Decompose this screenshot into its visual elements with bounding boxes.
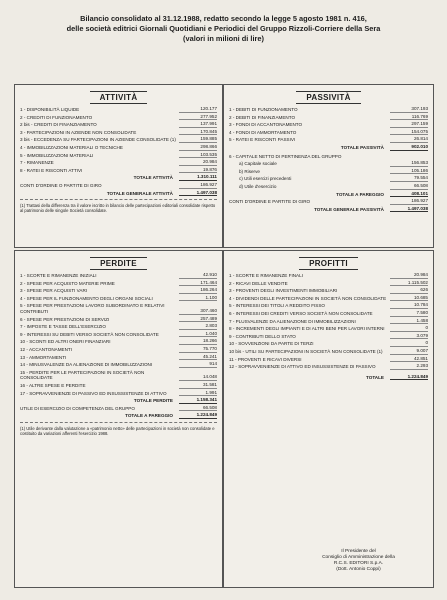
perdite-row [20,317,217,323]
attivita-row-value: 103.535 [179,152,217,159]
attivita-row-value: 137.991 [179,121,217,128]
passivita-netto-row-value: 79.554 [390,175,428,182]
attivita-total-label: TOTALE ATTIVITÀ [133,175,173,181]
perdite-row [20,281,217,287]
perdite-total-label: TOTALE PERDITE [133,398,173,404]
perdite-row [20,303,217,314]
perdite-row-label: 3 - SPESE PER ACQUISTI VARI [20,288,88,294]
perdite-panel [14,250,223,588]
perdite-row-label: 1 - SCORTE E RIMANENZE INIZIALI [20,273,97,278]
passivita-netto-row-value: 105.186 [390,168,428,175]
passivita-ordine-label: CONTI D'ORDINE E PARTITE DI GIRO [229,199,311,205]
profitti-row-label: 8 - INCREMENTI DEGLI IMPIANTI E DI ALTRI BENI PER LAVORI INTERNI [229,326,385,332]
attivita-row-label: 8 - RATEI E RISCONTI ATTIVI [20,167,83,173]
perdite-pareggio-value: 1.224.849 [179,412,217,419]
attivita-row [20,122,217,128]
perdite-row [20,355,217,361]
attivita-total [20,175,217,181]
profitti-row-label: 7 - PLUSVALENZE DA ALIENAZIONE DI IMMOBILIZZAZIONI [229,318,356,324]
perdite-utile-value: 66.508 [179,405,217,412]
attivita-ordine-value: 186.927 [179,182,217,189]
perdite-utile-label: UTILE DI ESERCIZIO DI COMPETENZA DEL GRUPPO [20,405,135,411]
attivita-ordine [20,183,217,189]
profitti-row-label: 10 bis - UTILI SU PARTECIPAZIONI IN SOCIETÀ NON CONSOLIDATE (1) [229,348,383,354]
profitti-total [229,375,428,381]
passivita-netto-row [229,169,428,175]
profitti-row-value: 0 [390,325,428,332]
attivita-row [20,137,217,143]
passivita-total-label: TOTALE PASSIVITÀ [340,144,384,150]
profitti-row-value: 0 [390,340,428,347]
perdite-row-label: 4 - SPESE PER IL FUNZIONAMENTO DEGLI ORGANI SOCIALI [20,295,153,301]
perdite-row-value: 31.581 [179,382,217,389]
profitti-row-label: 9 - CONTRIBUTI DELLO STATO [229,333,296,339]
perdite-total [20,398,217,404]
perdite-row-value: 45.241 [179,354,217,361]
profitti-row-label: 10 - SOVVENZIONI DA PARTE DI TERZI [229,341,314,347]
attivita-row [20,130,217,136]
profitti-row [229,364,428,370]
passivita-riporto [229,192,428,198]
passivita-netto-row-label: c) Utili esercizi precedenti [239,176,292,182]
profitti-row-value: 10.685 [390,295,428,302]
profitti-row [229,341,428,347]
attivita-row-label: 1 - DISPONIBILITÀ LIQUIDE [20,107,80,112]
perdite-title-wrap [15,257,222,270]
perdite-row-label: 17 - SOPRAVVENIENZE DI PASSIVO ED INSUSSISTENZE DI ATTIVO [20,390,167,396]
attivita-row [20,153,217,159]
profitti-row-value: 42.851 [390,356,428,363]
passivita-row [229,115,428,121]
passivita-ordine-value: 186.927 [390,198,428,205]
passivita-row-label: 2 - DEBITI DI FINANZIAMENTO [229,114,296,120]
profitti-row [229,273,428,279]
profitti-row-value: 20.984 [390,272,428,279]
passivita-row [229,130,428,136]
passivita-riporto-value: 408.101 [390,191,428,198]
attivita-row-label: 4 - IMMOBILIZZAZIONI MATERIALI O TECNICHE [20,144,123,150]
perdite-row-label: 13 - AMMORTAMENTI [20,354,67,360]
perdite-row [20,324,217,330]
profitti-rows [229,273,428,382]
perdite-row [20,383,217,389]
perdite-pareggio [20,413,217,419]
passivita-netto-row [229,176,428,182]
perdite-row-value: 14.048 [179,374,217,381]
profitti-title-wrap [224,257,433,270]
profitti-row-value: 10.784 [390,302,428,309]
perdite-row-label: 5 - SPESE PER PRESTAZIONI LAVORO SUBORDINATO E RELATIVI CONTRIBUTI [20,303,165,314]
passivita-row-value: 297.159 [390,121,428,128]
attivita-row-value: 298.866 [179,144,217,151]
perdite-title: PERDITE [90,257,147,270]
attivita-row [20,168,217,174]
passivita-title-wrap [224,91,433,104]
perdite-row-value: 1.991 [179,390,217,397]
attivita-row [20,107,217,113]
passivita-row-value: 26.814 [390,136,428,143]
passivita-netto-row-label: d) Utile d'esercizio [239,183,277,189]
passivita-ordine [229,199,428,205]
profitti-row-label: 11 - PROVENTI E RICAVI DIVERSI [229,356,302,362]
attivita-row-value: 20.984 [179,159,217,166]
profitti-row-value: 1.458 [390,318,428,325]
profitti-row-value: 626 [390,287,428,294]
profitti-row-label: 4 - DIVIDENDI DELLE PARTECIPAZIONI IN SOCIETÀ NON CONSOLIDATE [229,295,387,301]
passivita-row-value: 307.193 [390,106,428,113]
attivita-row-value: 277.952 [179,114,217,121]
profitti-row-label: 12 - SOPRAVVENIENZE DI ATTIVO ED INSUSSISTENZE DI PASSIVO [229,364,376,370]
profitti-row [229,311,428,317]
attivita-row-label: 5 - IMMOBILIZZAZIONI MATERIALI [20,152,94,158]
attivita-note-label: (1) Trattasi della differenza tra il valore iscritto in bilancio delle partecipazioni editoriali consolidate rispetto al patrimonio delle singole Società consolidate. [20,203,216,214]
passivita-netto-heading [229,154,428,160]
profitti-row-label: 6 - INTERESSI DEI CREDITI VERSO SOCIETÀ NON CONSOLIDATE [229,310,373,316]
attivita-generale-value: 1.497.038 [179,190,217,197]
perdite-row-label: 12 - ACCANTONAMENTI [20,346,72,352]
passivita-generale [229,207,428,213]
profitti-panel [223,250,434,588]
attivita-generale-label: TOTALE GENERALE ATTIVITÀ [106,190,173,196]
perdite-row-label: 15 - PERDITE PER LE PARTECIPAZIONI IN SOCIETÀ NON CONSOLIDATE [20,369,145,381]
perdite-row-value: 1.040 [179,331,217,338]
profitti-row-value: 9.007 [390,348,428,355]
passivita-row-label: 1 - DEBITI DI FUNZIONAMENTO [229,107,298,112]
profitti-row [229,349,428,355]
signature-line-4: (Dott. Antonio Coppi) [336,567,381,572]
passivita-netto-row-value: 156.853 [390,160,428,167]
perdite-row [20,296,217,302]
passivita-row [229,122,428,128]
header-line-3: (valori in milioni di lire) [183,34,264,43]
passivita-title: PASSIVITÀ [296,91,360,104]
profitti-total-value: 1.224.849 [390,374,428,381]
header-line-2: delle società editrici Giornali Quotidiani e Periodici del Gruppo Rizzoli-Corriere della Sera [66,24,381,33]
perdite-total-value: 1.158.341 [179,397,217,404]
attivita-row-label: 2 bis - CREDITI DI FINANZIAMENTO [20,122,97,128]
attivita-row-label: 7 - RIMANENZE [20,160,54,166]
perdite-utile [20,406,217,412]
perdite-row-label: 10 - SCONTI ED ALTRI ONERI FINANZIARI [20,339,111,345]
document-header [12,14,435,44]
perdite-row-value: 186.264 [179,287,217,294]
perdite-row-value: 914 [179,361,217,368]
attivita-row-value: 120.177 [179,106,217,113]
perdite-row-value: 1.100 [179,295,217,302]
perdite-row [20,362,217,368]
passivita-rows [229,107,428,214]
signature-line-3: R.C.S. EDITORI S.p.A. [333,561,384,566]
profitti-row-value: 7.580 [390,310,428,317]
passivita-netto-row-value: 66.508 [390,183,428,190]
attivita-title-wrap [15,91,222,104]
attivita-row-label: 2 - CREDITI DI FUNZIONAMENTO [20,114,93,120]
passivita-row [229,137,428,143]
section-divider [20,199,217,200]
perdite-row-value: 18.266 [179,338,217,345]
signature-block [294,549,423,573]
perdite-row-value: 257.489 [179,316,217,323]
perdite-row [20,339,217,345]
perdite-row [20,273,217,279]
perdite-note [20,426,217,436]
attivita-ordine-label: CONTI D'ORDINE O PARTITE DI GIRO [20,182,102,188]
attivita-generale [20,191,217,197]
passivita-row-value: 154.075 [390,129,428,136]
perdite-row-value: 75.770 [179,346,217,353]
passivita-total-value: 902.010 [390,144,428,151]
perdite-rows [20,273,217,438]
perdite-row [20,288,217,294]
perdite-row [20,347,217,353]
attivita-row-value: 19.876 [179,167,217,174]
profitti-row-label: 5 - INTERESSI DEI TITOLI A REDDITO FISSO [229,303,325,309]
passivita-row-label: 3 - FONDI DI ACCANTONAMENTO [229,122,303,128]
profitti-row [229,288,428,294]
signature-line-1: Il Presidente del [341,549,376,554]
attivita-row-label: 3 - PARTECIPAZIONI IN AZIENDE NON CONSOLIDATE [20,129,137,135]
profitti-title: PROFITTI [299,257,358,270]
passivita-row-label: 5 - RATEI E RISCONTI PASSIVI [229,137,296,143]
perdite-row [20,391,217,397]
profitti-row [229,319,428,325]
passivita-panel [223,84,434,248]
perdite-row-value: 2.803 [179,323,217,330]
perdite-note-label: (1) Utile derivante dalla valutazione a «patrimonio netto» delle partecipazioni in società non consolidate e costituito da variazioni afferenti l'esercizio 1988. [20,425,215,437]
profitti-row-label: 3 - PROVENTI DEGLI INVESTIMENTI IMMOBILIARI [229,288,338,294]
attivita-rows [20,107,217,216]
perdite-row-value: 307.460 [179,308,217,315]
header-line-1: Bilancio consolidato al 31.12.1988, redatto secondo la legge 5 agosto 1981 n. 416, [80,14,367,23]
attivita-row-value: 170.845 [179,129,217,136]
perdite-row-label: 16 - ALTRE SPESE E PERDITE [20,382,86,388]
attivita-total-value: 1.310.111 [179,174,217,181]
section-divider [20,422,217,423]
profitti-row [229,281,428,287]
profitti-row-label: 2 - RICAVI DELLE VENDITE [229,280,288,286]
profitti-row [229,326,428,332]
attivita-row-label: 3 bis - ECCEDENZA SU PARTECIPAZIONI IN AZIENDE CONSOLIDATE (1) [20,137,176,143]
attivita-title: ATTIVITÀ [90,91,148,104]
passivita-row [229,107,428,113]
profitti-row-value: 3.079 [390,333,428,340]
perdite-row-value: 42.910 [179,272,217,279]
perdite-row-label: 9 - INTERESSI SU DEBITI VERSO SOCIETÀ NON CONSOLIDATE [20,331,159,337]
passivita-netto-row [229,184,428,190]
profitti-row [229,334,428,340]
profitti-row-value: 2.293 [390,363,428,370]
attivita-row-value: 159.885 [179,136,217,143]
perdite-row [20,370,217,381]
passivita-netto-heading-label: 6 - CAPITALE NETTO DI PERTINENZA DEL GRUPPO [229,153,342,159]
passivita-netto-row-label: b) Riserve [239,168,260,174]
perdite-row-label: 6 - SPESE PER PRESTAZIONI DI SERVIZI [20,316,110,322]
perdite-row [20,332,217,338]
profitti-row [229,357,428,363]
profitti-row-label: 1 - SCORTE E RIMANENZE FINALI [229,273,303,278]
attivita-note [20,203,217,213]
perdite-row-label: 14 - MINUSVALENZE DA ALIENAZIONE DI IMMOBILIZZAZIONI [20,362,153,368]
attivita-row [20,160,217,166]
passivita-row-label: 4 - FONDI DI AMMORTAMENTO [229,129,297,135]
passivita-netto-row-label: a) Capitale sociale [239,161,277,167]
signature-line-2: Consiglio di Amministrazione della [322,555,395,560]
attivita-row [20,115,217,121]
attivita-row [20,145,217,151]
profitti-row [229,303,428,309]
passivita-generale-label: TOTALE GENERALE PASSIVITÀ [314,206,384,212]
passivita-generale-value: 1.497.038 [390,206,428,213]
passivita-netto-row [229,161,428,167]
passivita-row-value: 116.769 [390,114,428,121]
attivita-panel [14,84,223,248]
perdite-row-label: 2 - SPESE PER ACQUISTO MATERIE PRIME [20,280,115,286]
perdite-pareggio-label: TOTALE A PAREGGIO [125,413,173,419]
profitti-total-label: TOTALE [366,374,384,380]
perdite-row-label: 7 - IMPOSTE E TASSE DELL'ESERCIZIO [20,324,106,330]
perdite-row-value: 171.464 [179,280,217,287]
profitti-row [229,296,428,302]
passivita-riporto-label: TOTALE A PAREGGIO [336,191,384,197]
profitti-row-value: 1.115.502 [390,280,428,287]
passivita-total [229,145,428,151]
